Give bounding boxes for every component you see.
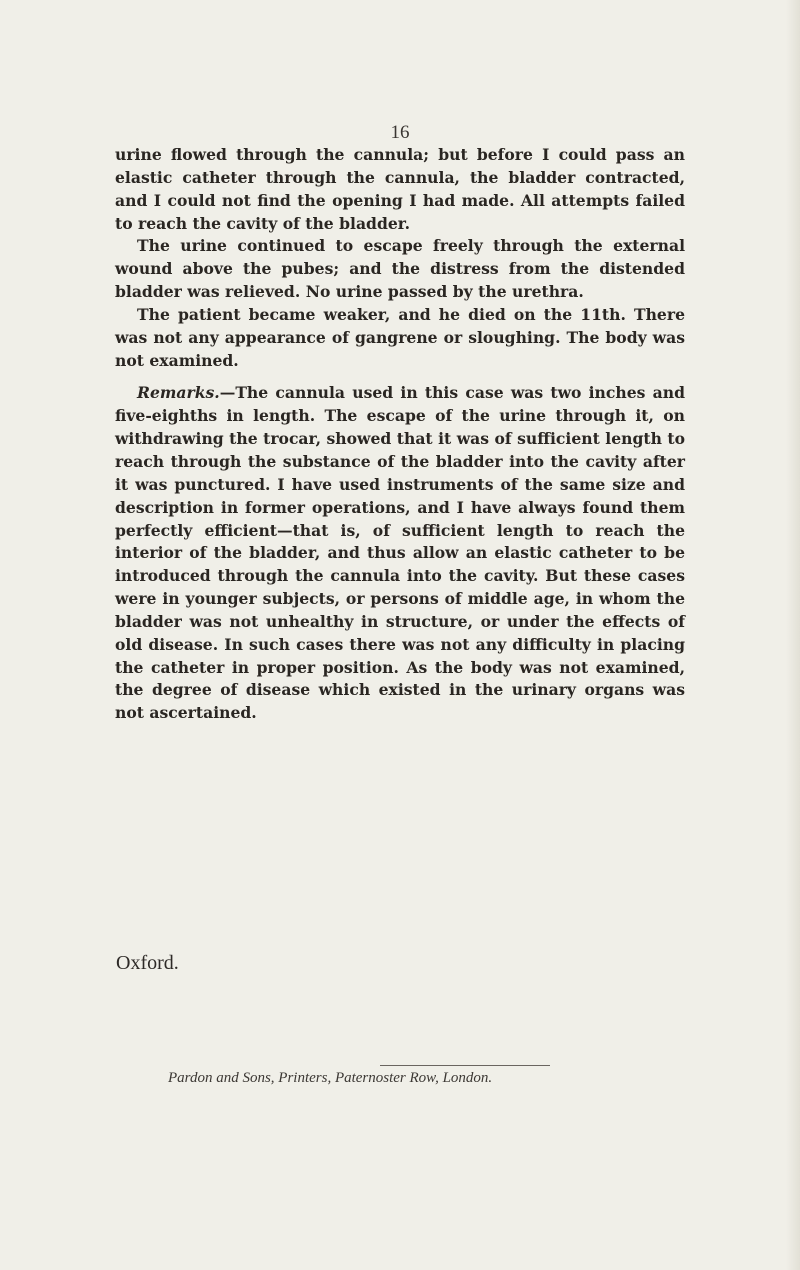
remarks-text: —The cannula used in this case was two inches and five-eighths in length. The escape of the urine through it, on withdrawing the trocar, showed that it was of sufficient length to reach through the substance of the bladder into the cavity after it was punctured. I have used instruments of the same size and description in former operations, and I have always found them perfectly efficient—that is, of sufficient length to reach the interior of the bladder, and thus allow an elastic catheter to be introduced through the cannula into the cavity. But these cases were in younger subjects, or persons of middle age, in whom the bladder was not unhealthy in structure, or under the effects of old disease. In such cases there was not any difficulty in placing the catheter in proper position. As the body was not examined, the degree of disease which existed in the urinary organs was not ascertained.: [115, 383, 685, 723]
paragraph: urine flowed through the cannula; but before I could pass an elastic catheter through the cannula, the bladder contracted, and I could not find the opening I had made. All attempts failed to reach the cavity of the bladder.: [115, 145, 685, 233]
paragraph: The patient became weaker, and he died on the 11th. There was not any appearance of gangrene or sloughing. The body was not examined.: [115, 304, 685, 370]
remarks-paragraph: [115, 382, 685, 725]
paragraph: The urine continued to escape freely through the external wound above the pubes; and the distress from the distended bladder was relieved. No urine passed by the urethra.: [115, 236, 685, 302]
page-edge-shadow: [786, 0, 800, 1270]
imprint-rule: [380, 1065, 550, 1066]
place-name: Oxford.: [116, 952, 179, 974]
body-text: [115, 144, 685, 725]
remarks-label: Remarks.: [137, 383, 220, 403]
page-number: 16: [390, 122, 410, 143]
printer-imprint: Pardon and Sons, Printers, Paternoster Row, London.: [168, 1070, 493, 1086]
